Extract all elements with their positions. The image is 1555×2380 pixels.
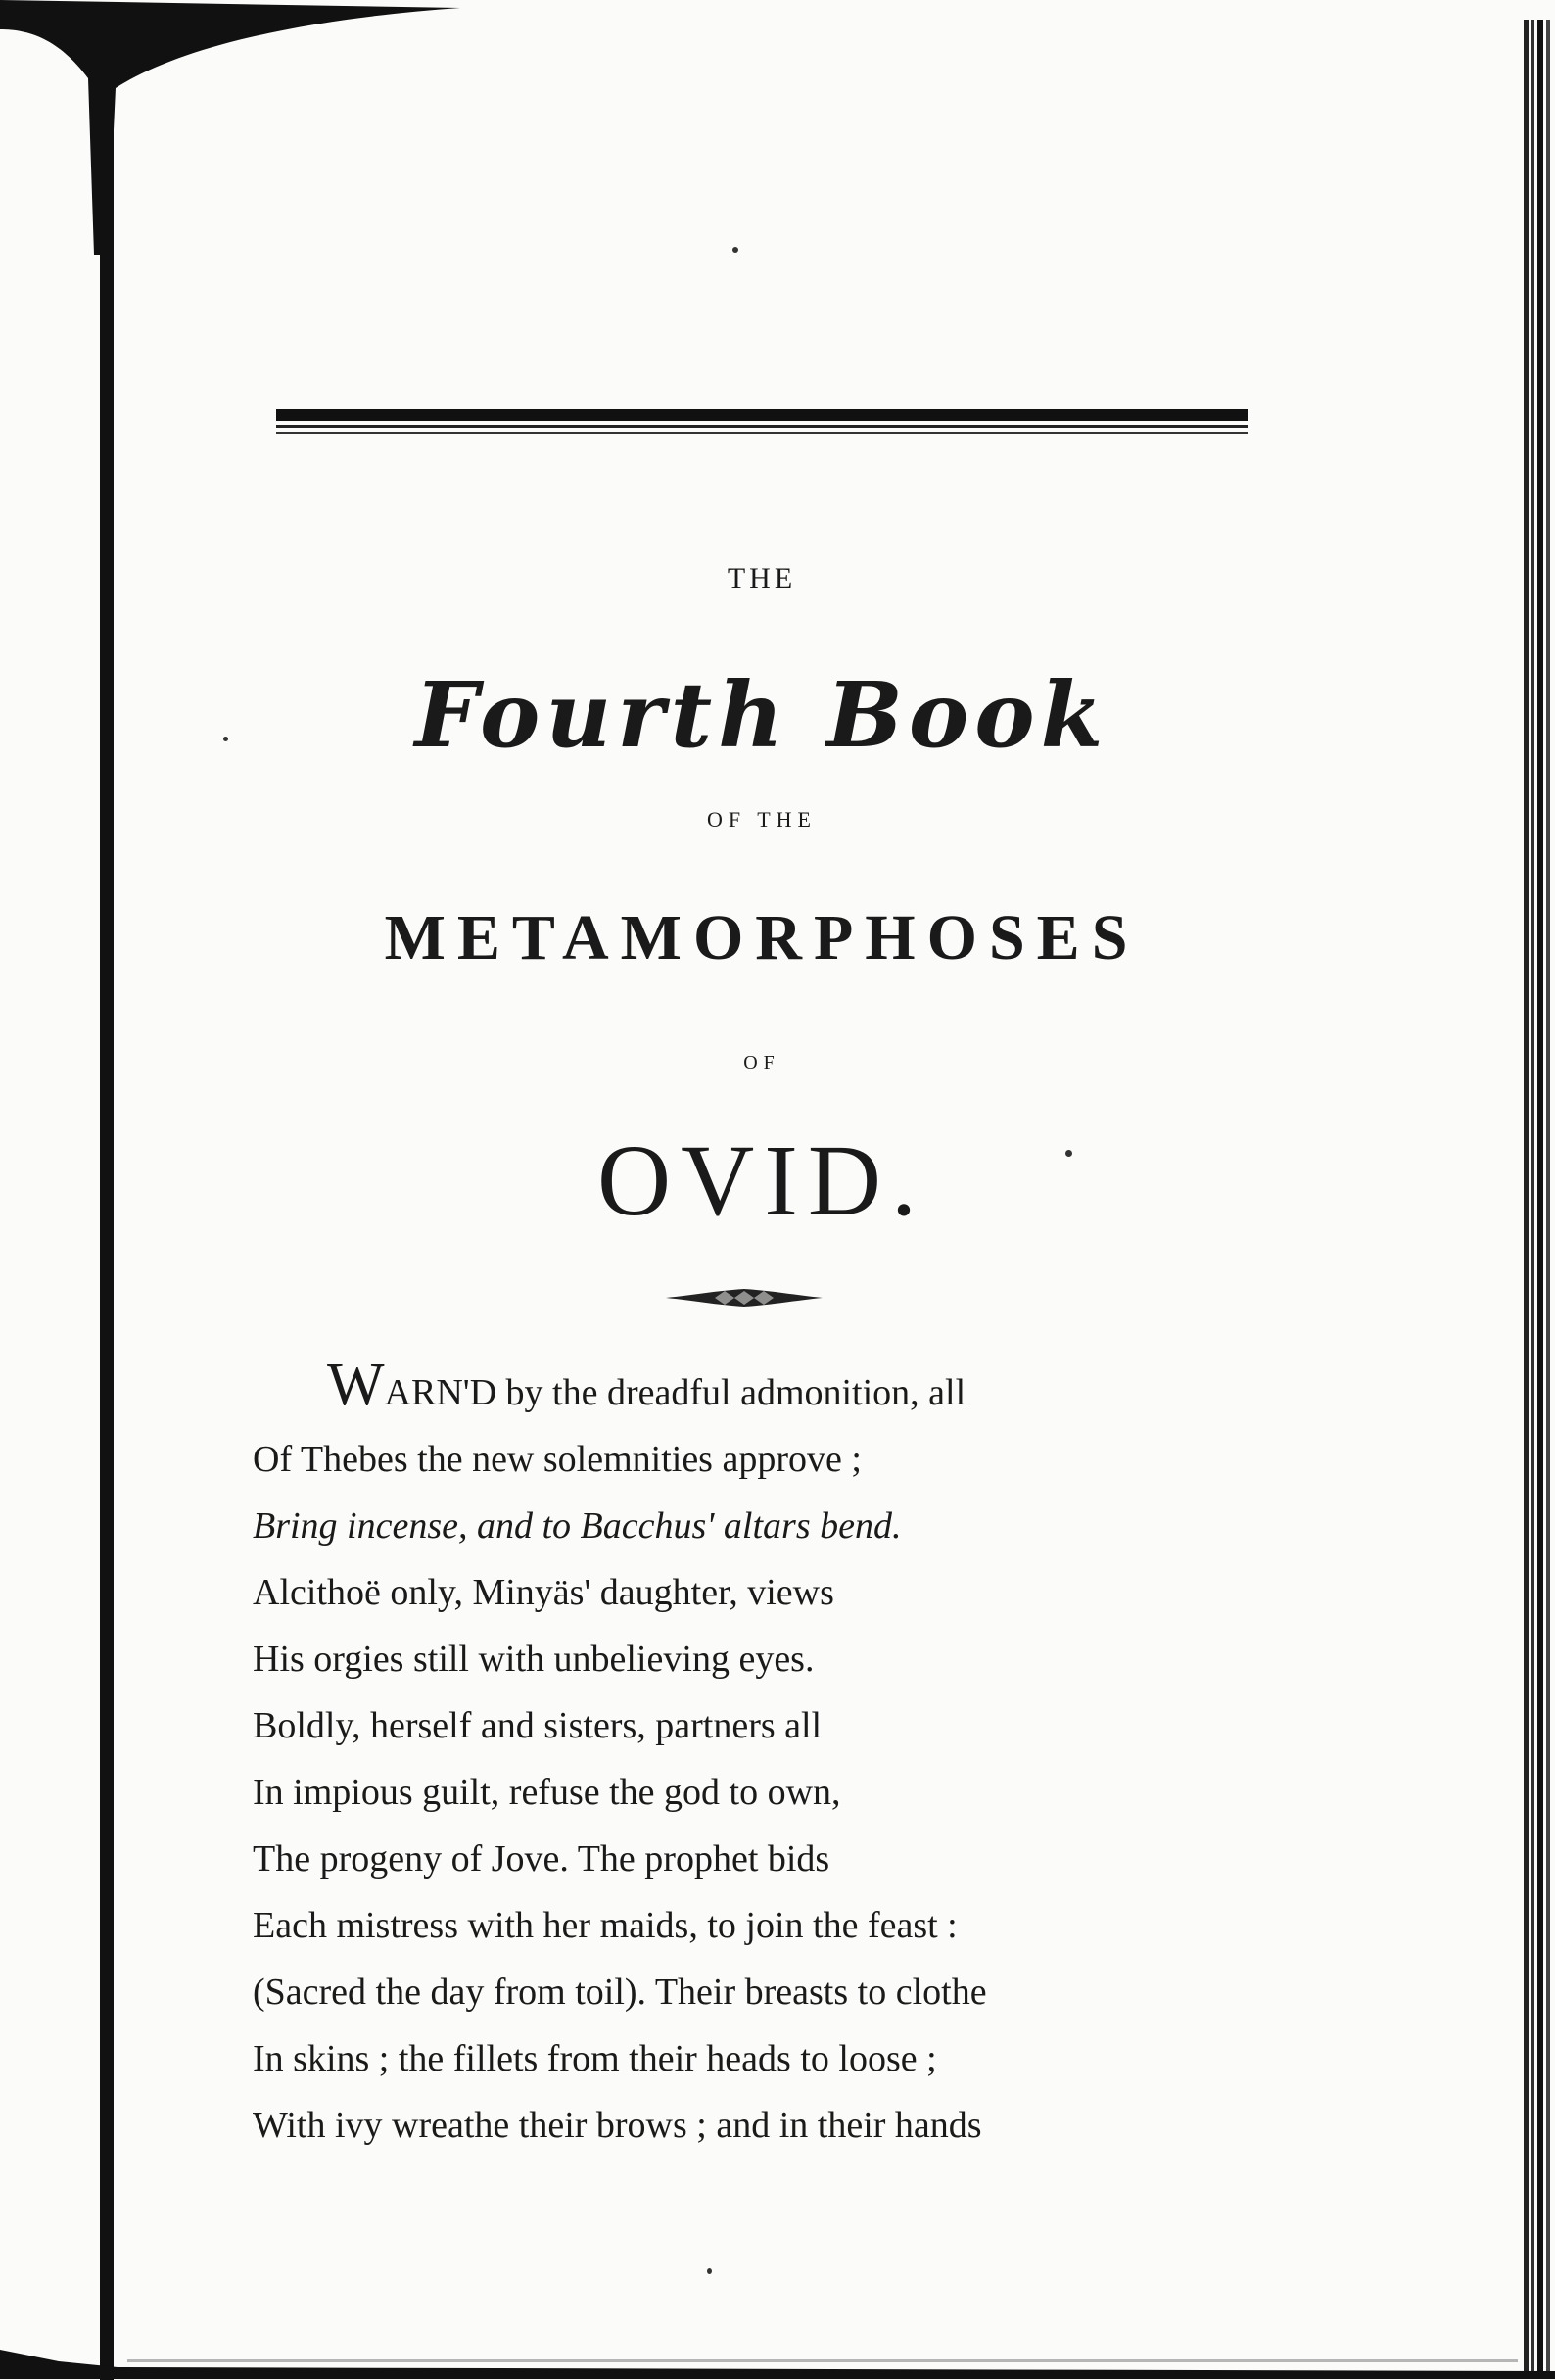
ornament-divider [666,1287,823,1309]
title-the: THE [727,562,797,595]
scan-speck [732,247,738,253]
binding-shadow-top-left [0,0,460,255]
poem-line: In impious guilt, refuse the god to own, [253,1772,841,1813]
poem-initial: W [327,1352,385,1418]
scan-speck [1065,1150,1072,1157]
page-edge-bottom [0,2320,1555,2379]
title-fourth-book: Fourth Book [414,662,1109,768]
poem-line: In skins ; the fillets from their heads to loose ; [253,2038,937,2079]
poem-line: Boldly, herself and sisters, partners all [253,1705,823,1746]
poem-line: Each mistress with her maids, to join the feast : [253,1905,958,1946]
scan-speck [223,737,228,741]
poem-line-first [253,1352,1134,1426]
title-of-the: OF THE [707,807,817,832]
poem-line-first-text: ARN'D by the dreadful admonition, all [384,1372,966,1413]
poem-line: His orgies still with unbelieving eyes. [253,1639,815,1680]
binding-rule-left [100,59,114,2380]
poem-line: Of Thebes the new solemnities approve ; [253,1439,862,1480]
poem-line: The progeny of Jove. The prophet bids [253,1838,830,1880]
poem-line: With ivy wreathe their brows ; and in their hands [253,2105,982,2146]
title-ovid: OVID. [597,1124,926,1237]
title-of: OF [743,1052,780,1073]
poem-body [253,1352,1134,2159]
page-edge-right [1522,20,1555,2379]
scan-speck [707,2268,712,2274]
poem-line: (Sacred the day from toil). Their breasts to clothe [253,1972,987,2013]
title-metamorphoses: METAMORPHOSES [384,902,1140,974]
poem-line: Alcithoë only, Minyäs' daughter, views [253,1572,834,1613]
header-rule [276,409,1248,439]
poem-line: Bring incense, and to Bacchus' altars bend. [253,1505,902,1547]
